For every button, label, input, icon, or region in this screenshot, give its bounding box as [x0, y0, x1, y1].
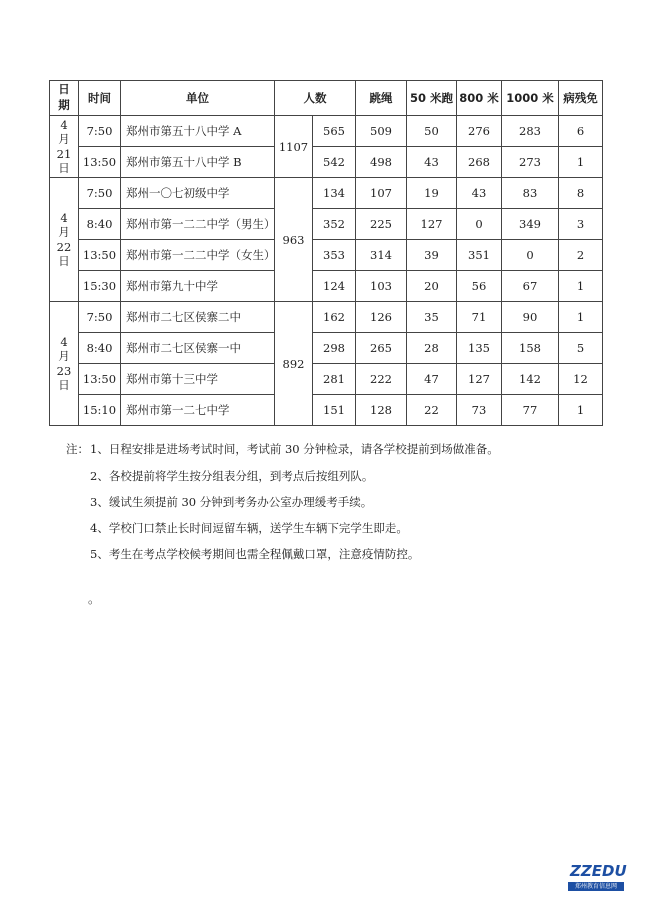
run50-cell: 22: [407, 395, 457, 426]
people-cell: 565: [313, 116, 356, 147]
people-cell: 151: [313, 395, 356, 426]
note-item: 4、学校门口禁止长时间逗留车辆，送学生车辆下完学生即走。: [90, 521, 408, 535]
run800-cell: 135: [457, 333, 502, 364]
time-cell: 7:50: [79, 302, 121, 333]
note-item: 2、各校提前将学生按分组表分组，到考点后按组列队。: [90, 469, 374, 483]
exempt-cell: 6: [559, 116, 603, 147]
date-cell: 4 月 21 日: [50, 116, 79, 178]
time-cell: 15:30: [79, 271, 121, 302]
people-cell: 134: [313, 178, 356, 209]
run1000-cell: 83: [502, 178, 559, 209]
header-rope: 跳绳: [356, 81, 407, 116]
rope-cell: 265: [356, 333, 407, 364]
time-cell: 15:10: [79, 395, 121, 426]
schedule-body: [50, 116, 603, 426]
people-cell: 298: [313, 333, 356, 364]
run800-cell: 268: [457, 147, 502, 178]
time-cell: 13:50: [79, 364, 121, 395]
rope-cell: 222: [356, 364, 407, 395]
time-cell: 13:50: [79, 240, 121, 271]
run1000-cell: 349: [502, 209, 559, 240]
run50-cell: 47: [407, 364, 457, 395]
notes-lead: 注：: [66, 442, 89, 456]
date-cell: 4 月 23 日: [50, 302, 79, 426]
run800-cell: 73: [457, 395, 502, 426]
exempt-cell: 5: [559, 333, 603, 364]
total-cell: 1107: [275, 116, 313, 178]
people-cell: 124: [313, 271, 356, 302]
people-cell: 542: [313, 147, 356, 178]
header-exempt: 病残免: [559, 81, 603, 116]
rope-cell: 509: [356, 116, 407, 147]
run800-cell: 127: [457, 364, 502, 395]
run1000-cell: 283: [502, 116, 559, 147]
table-row: [50, 178, 603, 209]
time-cell: 7:50: [79, 178, 121, 209]
header-row: [50, 81, 603, 116]
run1000-cell: 142: [502, 364, 559, 395]
run50-cell: 39: [407, 240, 457, 271]
run1000-cell: 67: [502, 271, 559, 302]
table-row: [50, 302, 603, 333]
run50-cell: 35: [407, 302, 457, 333]
run1000-cell: 273: [502, 147, 559, 178]
rope-cell: 103: [356, 271, 407, 302]
unit-cell: 郑州市第一二七中学: [121, 395, 275, 426]
exempt-cell: 12: [559, 364, 603, 395]
total-cell: 892: [275, 302, 313, 426]
run800-cell: 0: [457, 209, 502, 240]
run1000-cell: 158: [502, 333, 559, 364]
rope-cell: 107: [356, 178, 407, 209]
run800-cell: 43: [457, 178, 502, 209]
note-item: 1、日程安排是进场考试时间，考试前 30 分钟检录，请各学校提前到场做准备。: [90, 442, 499, 456]
header-run1000: 1000 米: [502, 81, 559, 116]
rope-cell: 126: [356, 302, 407, 333]
time-cell: 8:40: [79, 209, 121, 240]
table-row: [50, 395, 603, 426]
run50-cell: 50: [407, 116, 457, 147]
rope-cell: 498: [356, 147, 407, 178]
table-row: [50, 333, 603, 364]
unit-cell: 郑州市第一二二中学（女生）: [121, 240, 275, 271]
people-cell: 281: [313, 364, 356, 395]
header-unit: 单位: [121, 81, 275, 116]
header-run800: 800 米: [457, 81, 502, 116]
table-row: [50, 209, 603, 240]
note-item: 3、缓试生须提前 30 分钟到考务办公室办理缓考手续。: [90, 495, 373, 509]
schedule-table: [49, 80, 603, 426]
header-run50: 50 米跑: [407, 81, 457, 116]
table-row: [50, 271, 603, 302]
unit-cell: 郑州市第五十八中学 B: [121, 147, 275, 178]
unit-cell: 郑州市二七区侯寨一中: [121, 333, 275, 364]
run800-cell: 71: [457, 302, 502, 333]
run800-cell: 276: [457, 116, 502, 147]
run50-cell: 19: [407, 178, 457, 209]
run50-cell: 28: [407, 333, 457, 364]
header-people: 人数: [275, 81, 356, 116]
run800-cell: 351: [457, 240, 502, 271]
table-row: [50, 240, 603, 271]
total-cell: 963: [275, 178, 313, 302]
rope-cell: 128: [356, 395, 407, 426]
unit-cell: 郑州一〇七初级中学: [121, 178, 275, 209]
rope-cell: 225: [356, 209, 407, 240]
exempt-cell: 3: [559, 209, 603, 240]
run50-cell: 127: [407, 209, 457, 240]
run1000-cell: 0: [502, 240, 559, 271]
exempt-cell: 2: [559, 240, 603, 271]
trailing-mark: 。: [88, 592, 101, 606]
time-cell: 7:50: [79, 116, 121, 147]
people-cell: 162: [313, 302, 356, 333]
header-time: 时间: [79, 81, 121, 116]
logo-wordmark: ZZEDU: [570, 862, 627, 880]
run1000-cell: 77: [502, 395, 559, 426]
table-row: [50, 116, 603, 147]
header-date: 日 期: [50, 81, 79, 116]
unit-cell: 郑州市第一二二中学（男生）: [121, 209, 275, 240]
rope-cell: 314: [356, 240, 407, 271]
table-row: [50, 147, 603, 178]
time-cell: 13:50: [79, 147, 121, 178]
table-row: [50, 364, 603, 395]
logo-subtitle: 郑州教育信息网: [574, 883, 617, 890]
date-cell: 4 月 22 日: [50, 178, 79, 302]
run50-cell: 43: [407, 147, 457, 178]
unit-cell: 郑州市第五十八中学 A: [121, 116, 275, 147]
exempt-cell: 1: [559, 271, 603, 302]
unit-cell: 郑州市第十三中学: [121, 364, 275, 395]
exempt-cell: 1: [559, 147, 603, 178]
unit-cell: 郑州市第九十中学: [121, 271, 275, 302]
exempt-cell: 1: [559, 395, 603, 426]
exempt-cell: 8: [559, 178, 603, 209]
run50-cell: 20: [407, 271, 457, 302]
run1000-cell: 90: [502, 302, 559, 333]
people-cell: 352: [313, 209, 356, 240]
site-logo: [568, 862, 627, 902]
note-item: 5、考生在考点学校候考期间也需全程佩戴口罩，注意疫情防控。: [90, 547, 420, 561]
run800-cell: 56: [457, 271, 502, 302]
people-cell: 353: [313, 240, 356, 271]
time-cell: 8:40: [79, 333, 121, 364]
unit-cell: 郑州市二七区侯寨二中: [121, 302, 275, 333]
exempt-cell: 1: [559, 302, 603, 333]
